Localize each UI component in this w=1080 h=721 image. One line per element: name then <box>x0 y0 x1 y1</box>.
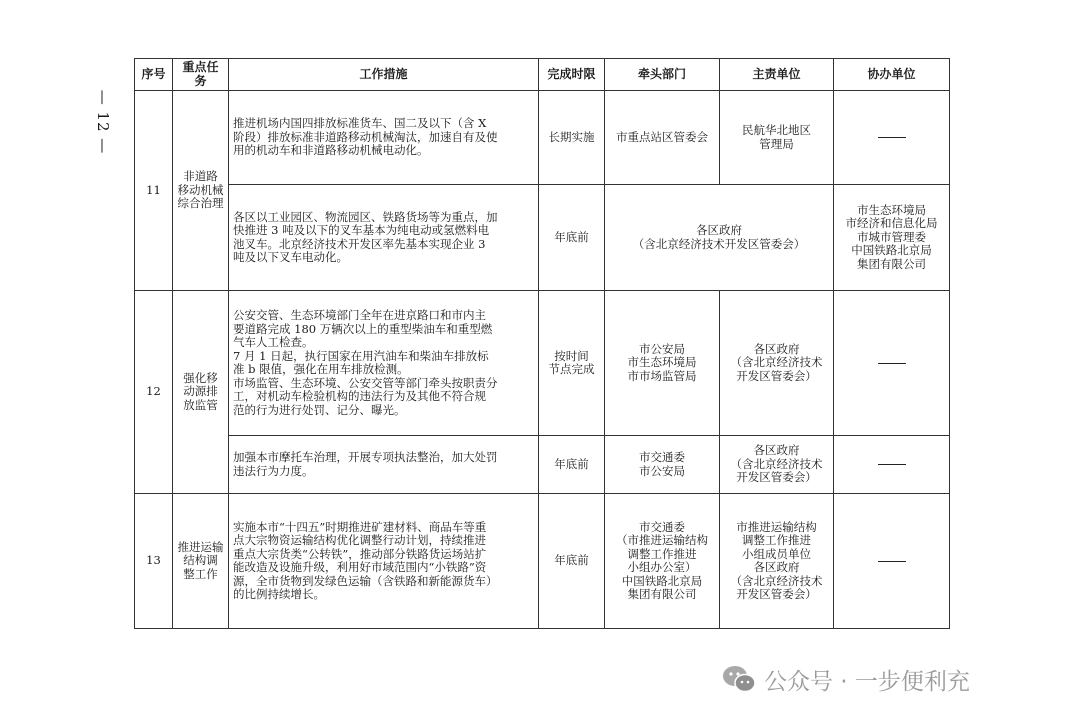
assist-cell <box>834 291 950 436</box>
responsible-cell: 民航华北地区 管理局 <box>720 91 834 185</box>
header-measure: 工作措施 <box>229 59 539 91</box>
row-number: 13 <box>135 494 173 629</box>
empty-dash <box>878 561 906 562</box>
empty-dash <box>878 137 906 138</box>
assist-cell <box>834 91 950 185</box>
header-task: 重点任务 <box>173 59 229 91</box>
watermark-text: 公众号 · 一步便利充 <box>764 668 970 695</box>
responsible-cell: 各区政府 （含北京经济技术 开发区管委会） <box>720 436 834 494</box>
task-cell: 强化移 动源排 放监管 <box>173 291 229 494</box>
deadline-cell: 年底前 <box>539 185 605 291</box>
header-row <box>135 59 950 91</box>
lead-cell: 市重点站区管委会 <box>605 91 720 185</box>
measure-cell: 各区以工业园区、物流园区、铁路货场等为重点，加 快推进 3 吨及以下的叉车基本为纯电动或氢燃料电 池叉车。北京经济技术开发区率先基本实现企业 3 吨及以下叉车电动化。 <box>229 185 539 291</box>
responsible-cell: 各区政府 （含北京经济技术 开发区管委会） <box>720 291 834 436</box>
wechat-icon <box>722 664 756 694</box>
measure-cell: 加强本市摩托车治理，开展专项执法整治，加大处罚 违法行为力度。 <box>229 436 539 494</box>
assist-cell: 市生态环境局 市经济和信息化局 市城市管理委 中国铁路北京局 集团有限公司 <box>834 185 950 291</box>
header-lead: 牵头部门 <box>605 59 720 91</box>
measure-cell: 推进机场内国四排放标准货车、国二及以下（含 X 阶段）排放标准非道路移动机械淘汰，加速自有及使 用的机动车和非道路移动机械电动化。 <box>229 91 539 185</box>
measure-cell: 实施本市“十四五”时期推进矿建材料、商品车等重 点大宗物资运输结构优化调整行动计划，持续推进 重点大宗货类“公转铁”，推动部分铁路货运场站扩 能改造及设施升级，利用好市域范围内“小铁路”资 源，全市货物到发绿色运输（含铁路和新能源货车） 的比例持续增长。 <box>229 494 539 629</box>
deadline-cell: 年底前 <box>539 494 605 629</box>
assist-cell <box>834 436 950 494</box>
measures-table <box>134 58 950 629</box>
table-row <box>135 91 950 185</box>
header-responsible: 主责单位 <box>720 59 834 91</box>
header-assist: 协办单位 <box>834 59 950 91</box>
deadline-cell: 长期实施 <box>539 91 605 185</box>
header-deadline: 完成时限 <box>539 59 605 91</box>
lead-cell: 市交通委 （市推进运输结构 调整工作推进 小组办公室） 中国铁路北京局 集团有限公司 <box>605 494 720 629</box>
deadline-cell: 年底前 <box>539 436 605 494</box>
measure-cell: 公安交管、生态环境部门全年在进京路口和市内主 要道路完成 180 万辆次以上的重型柴油车和重型燃 气车人工检查。 7 月 1 日起，执行国家在用汽油车和柴油车排放标 准 b 限值，强化在用车排放检测。 市场监管、生态环境、公安交管等部门牵头按职责分 工，对机动车检验机构的违法行为及其他不符合规 范的行为进行处罚、记分、曝光。 <box>229 291 539 436</box>
lead-responsible-cell: 各区政府 （含北京经济技术开发区管委会） <box>605 185 834 291</box>
responsible-cell: 市推进运输结构 调整工作推进 小组成员单位 各区政府 （含北京经济技术 开发区管委会） <box>720 494 834 629</box>
table-row <box>135 494 950 629</box>
row-number: 11 <box>135 91 173 291</box>
task-cell: 非道路 移动机械 综合治理 <box>173 91 229 291</box>
page-number: — 12 — <box>94 89 112 155</box>
watermark <box>722 661 970 697</box>
deadline-cell: 按时间 节点完成 <box>539 291 605 436</box>
lead-cell: 市公安局 市生态环境局 市市场监管局 <box>605 291 720 436</box>
empty-dash <box>878 363 906 364</box>
task-cell: 推进运输 结构调 整工作 <box>173 494 229 629</box>
table-row <box>135 185 950 291</box>
table-row <box>135 436 950 494</box>
row-number: 12 <box>135 291 173 494</box>
assist-cell <box>834 494 950 629</box>
lead-cell: 市交通委 市公安局 <box>605 436 720 494</box>
header-no: 序号 <box>135 59 173 91</box>
empty-dash <box>878 464 906 465</box>
table-row <box>135 291 950 436</box>
